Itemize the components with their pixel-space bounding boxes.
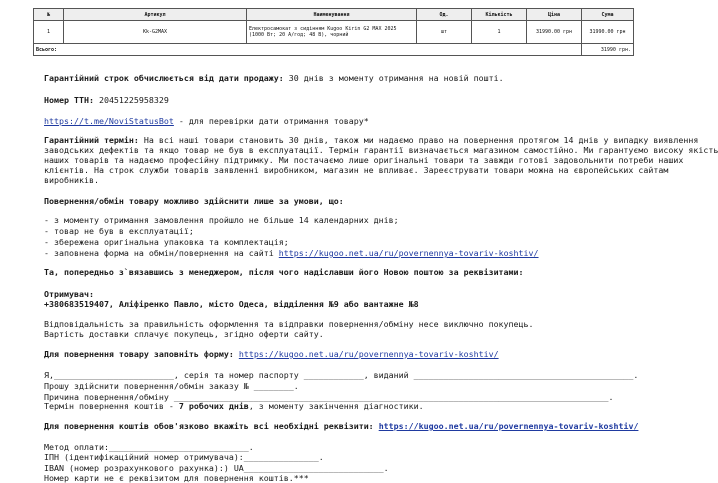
col-price: Ціна — [527, 9, 582, 21]
condition-3: - збережена оригінальна упаковка та комплектація; — [44, 237, 289, 247]
bot-line — [44, 116, 369, 126]
condition-4-text: - заповнена форма на обмін/повернення на сайті — [44, 248, 279, 258]
requisites-link[interactable]: https://kugoo.net.ua/ru/povernennya-tovariv-koshtiv/ — [378, 421, 639, 431]
refund-term-line — [44, 401, 424, 411]
condition-1: - з моменту отримання замовлення пройшло не більше 14 календарних днів; — [44, 215, 399, 225]
bot-link[interactable]: https://t.me/NoviStatusBot — [44, 116, 174, 126]
term-label: Гарантійний термін: — [44, 135, 139, 145]
ttn-line — [44, 95, 169, 105]
invoice-table — [33, 8, 634, 56]
ttn-value: 20451225958329 — [93, 95, 169, 105]
payment-method: Метод оплати:____________________________. — [44, 442, 254, 452]
requisites-line — [44, 421, 638, 431]
condition-4 — [44, 248, 539, 258]
col-sum: Сума — [582, 9, 634, 21]
refund-term-prefix: Термін повернення коштів - — [44, 401, 179, 411]
form-field-name: Я,________________________, серія та номер паспорту ____________, виданий ____________________________________________. — [44, 370, 639, 380]
form-line — [44, 349, 499, 359]
requisites-label: Для повернення коштів обов'язково вкажіть всі необхідні реквізити: — [44, 421, 374, 431]
refund-term-suffix: , з моменту закінчення діагностики. — [248, 401, 424, 411]
conditions-title: Повернення/обмін товару можливо здійснити лише за умови, що: — [44, 196, 344, 206]
term-line-4: клієнтів. На строк служби товарів заявленні виробником, магазин не впливає. Зареєструвати товари можна на європейських сайтам — [44, 165, 669, 175]
total-value: 31990 грн. — [582, 44, 634, 56]
total-label: Всього: — [34, 44, 582, 56]
form-link[interactable]: https://kugoo.net.ua/ru/povernennya-tovariv-koshtiv/ — [238, 349, 499, 359]
form-field-order: Прошу здійснити повернення/обмін заказу № ________. — [44, 381, 299, 391]
col-name: Наименування — [247, 9, 417, 21]
col-qty: Кількість — [472, 9, 527, 21]
payment-iban: IBAN (номер розрахункового рахунка):) UA____________________________. — [44, 463, 389, 473]
table-row — [34, 21, 634, 44]
condition-2: - товар не був в експлуатації; — [44, 226, 194, 236]
cell-name: Електросамокат з сидінням Kugoo Kirin G2 MAX 2025 (1000 Вт; 20 А/год; 48 В), чорний — [247, 21, 417, 44]
col-number: № — [34, 9, 64, 21]
cell-number: 1 — [34, 21, 64, 44]
col-unit: Од. — [417, 9, 472, 21]
return-form-link[interactable]: https://kugoo.net.ua/ru/povernennya-tovariv-koshtiv/ — [278, 248, 539, 258]
term-line-3: наших товарів та надаємо професійну підтримку. Ми постачаємо лише оригінальні товари та завжди готові задовольнити потреби наших — [44, 155, 684, 165]
cell-sum: 31990.00 грн — [582, 21, 634, 44]
warranty-label: Гарантійний строк обчислюється від дати продажу: — [44, 73, 284, 83]
responsibility-1: Відповідальність за правильність оформлення та відправки повернення/обміну несе виключно покупець. — [44, 319, 534, 329]
ttn-label: Номер ТТН: — [44, 95, 94, 105]
responsibility-2: Вартість доставки сплачує покупець, згідно оферти сайту. — [44, 329, 324, 339]
manager-line: Та, попередньо з`вязавшись з менеджером, після чого надіславши його Новою поштою за реквізитами: — [44, 267, 524, 277]
col-sku: Артикул — [64, 9, 247, 21]
table-header-row — [34, 9, 634, 21]
term-text-1: На всі наші товари становить 30 днів, також ми надаємо право на повернення протягом 14 днів у випадку виявлення — [138, 135, 699, 145]
term-line-1 — [44, 135, 698, 145]
bot-text: - для перевірки дати отримання товару* — [173, 116, 369, 126]
table-total-row — [34, 44, 634, 56]
cell-qty: 1 — [472, 21, 527, 44]
cell-unit: шт — [417, 21, 472, 44]
warranty-value: 30 днів з моменту отримання на новій пошті. — [283, 73, 504, 83]
term-line-2: заводських дефектів та якщо товар не був в експлуатації. Термін гарантії визначається магазином самостійно. Ми гарантуємо високу якість — [44, 145, 718, 155]
recipient-label: Отримувач: — [44, 289, 94, 299]
form-field-reason: Причина повернення/обміну _______________________________________________________________________________________. — [44, 392, 614, 402]
cell-price: 31990.00 грн — [527, 21, 582, 44]
term-line-5: виробників. — [44, 175, 99, 185]
payment-ipn: ІПН (ідентифікаційний номер отримувача):_______________. — [44, 452, 324, 462]
recipient-value: +380683519407, Аліфіренко Павло, місто Одеса, відділення №9 або вантажне №8 — [44, 299, 419, 309]
refund-term-days: 7 робочих днів — [178, 401, 249, 411]
cell-sku: Kk-G2MAX — [64, 21, 247, 44]
form-label: Для повернення товару заповніть форму: — [44, 349, 234, 359]
warranty-line — [44, 73, 504, 83]
payment-card-note: Номер карти не є реквізитом для повернення коштів.*** — [44, 473, 309, 483]
